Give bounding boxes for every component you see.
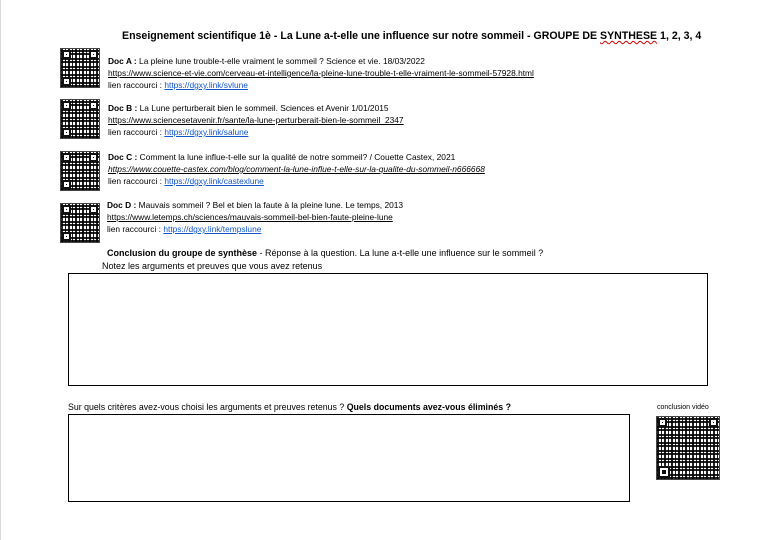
- doc-label: Doc B :: [108, 103, 138, 113]
- doc-url-link[interactable]: https://www.science-et-vie.com/cerveau-et-intelligence/la-pleine-lune-trouble-t-elle-vraiment-le-sommeil-57928.html: [108, 68, 534, 78]
- qr-code-video: [656, 416, 720, 480]
- conclusion-answer-box[interactable]: [68, 273, 708, 386]
- doc-b: Doc B : La Lune perturberait bien le sommeil. Sciences et Avenir 1/01/2015 https://www.sciencesetavenir.fr/sante/la-lune-perturberait-bien-le-sommeil_2347 lien raccourci : https://dgxy.link/salune: [108, 103, 404, 137]
- video-label: conclusion vidéo: [657, 404, 709, 411]
- notes-instruction: Notez les arguments et preuves que vous avez retenus: [102, 261, 323, 271]
- doc-a: Doc A : La pleine lune trouble-t-elle vraiment le sommeil ? Science et vie. 18/03/2022 https://www.science-et-vie.com/cerveau-et-intelligence/la-pleine-lune-trouble-t-elle-vraiment-le-sommeil-57928.html lien raccourci : https://dgxy.link/svlune: [108, 56, 534, 90]
- qr-code-doc-d: [60, 203, 100, 243]
- criteria-answer-box[interactable]: [68, 414, 630, 502]
- criteria-question: Sur quels critères avez-vous choisi les arguments et preuves retenus ? Quels documents avez-vous éliminés ?: [68, 402, 511, 412]
- qr-code-doc-b: [60, 99, 100, 139]
- doc-d: Doc D : Mauvais sommeil ? Bel et bien la faute à la pleine lune. Le temps, 2013 https://www.letemps.ch/sciences/mauvais-sommeil-bel-bien-faute-pleine-lune lien raccourci : https://dgxy.link/tempslune: [107, 200, 404, 234]
- short-link[interactable]: https://dgxy.link/tempslune: [163, 224, 262, 234]
- qr-code-doc-c: [60, 151, 100, 191]
- doc-url-link[interactable]: https://www.sciencesetavenir.fr/sante/la-lune-perturberait-bien-le-sommeil_2347: [108, 115, 404, 125]
- doc-label: Doc C :: [108, 152, 138, 162]
- short-link[interactable]: https://dgxy.link/svlune: [164, 80, 248, 90]
- doc-label: Doc D :: [107, 200, 137, 210]
- doc-label: Doc A :: [108, 56, 137, 66]
- doc-c: Doc C : Comment la lune influe-t-elle sur la qualité de notre sommeil? / Couette Castex, 2021 https://www.couette-castex.com/blog/comment-la-lune-influe-t-elle-sur-la-qualite-du-sommeil-n666668 lien raccourci : https://dgxy.link/castexlune: [108, 152, 485, 186]
- qr-code-doc-a: [60, 48, 100, 88]
- short-link[interactable]: https://dgxy.link/castexlune: [164, 176, 264, 186]
- doc-url-link[interactable]: https://www.letemps.ch/sciences/mauvais-sommeil-bel-bien-faute-pleine-lune: [107, 212, 393, 222]
- page-title: Enseignement scientifique 1è - La Lune a-t-elle une influence sur notre sommeil - GROUPE DE SYNTHESE 1, 2, 3, 4: [122, 30, 702, 42]
- page-edge: [0, 0, 1, 540]
- doc-citation: La pleine lune trouble-t-elle vraiment le sommeil ? Science et vie. 18/03/2022: [136, 56, 425, 66]
- spellcheck-word: SYNTHESE: [600, 30, 658, 42]
- short-link[interactable]: https://dgxy.link/salune: [164, 127, 249, 137]
- conclusion-heading: Conclusion du groupe de synthèse - Réponse à la question. La lune a-t-elle une influence sur le sommeil ?: [107, 248, 544, 258]
- doc-citation: La Lune perturberait bien le sommeil. Sciences et Avenir 1/01/2015: [137, 103, 389, 113]
- doc-citation: Comment la lune influe-t-elle sur la qualité de notre sommeil? / Couette Castex, 2021: [137, 152, 456, 162]
- doc-url-link[interactable]: https://www.couette-castex.com/blog/comment-la-lune-influe-t-elle-sur-la-qualite-du-sommeil-n666668: [108, 164, 485, 174]
- doc-citation: Mauvais sommeil ? Bel et bien la faute à la pleine lune. Le temps, 2013: [136, 200, 404, 210]
